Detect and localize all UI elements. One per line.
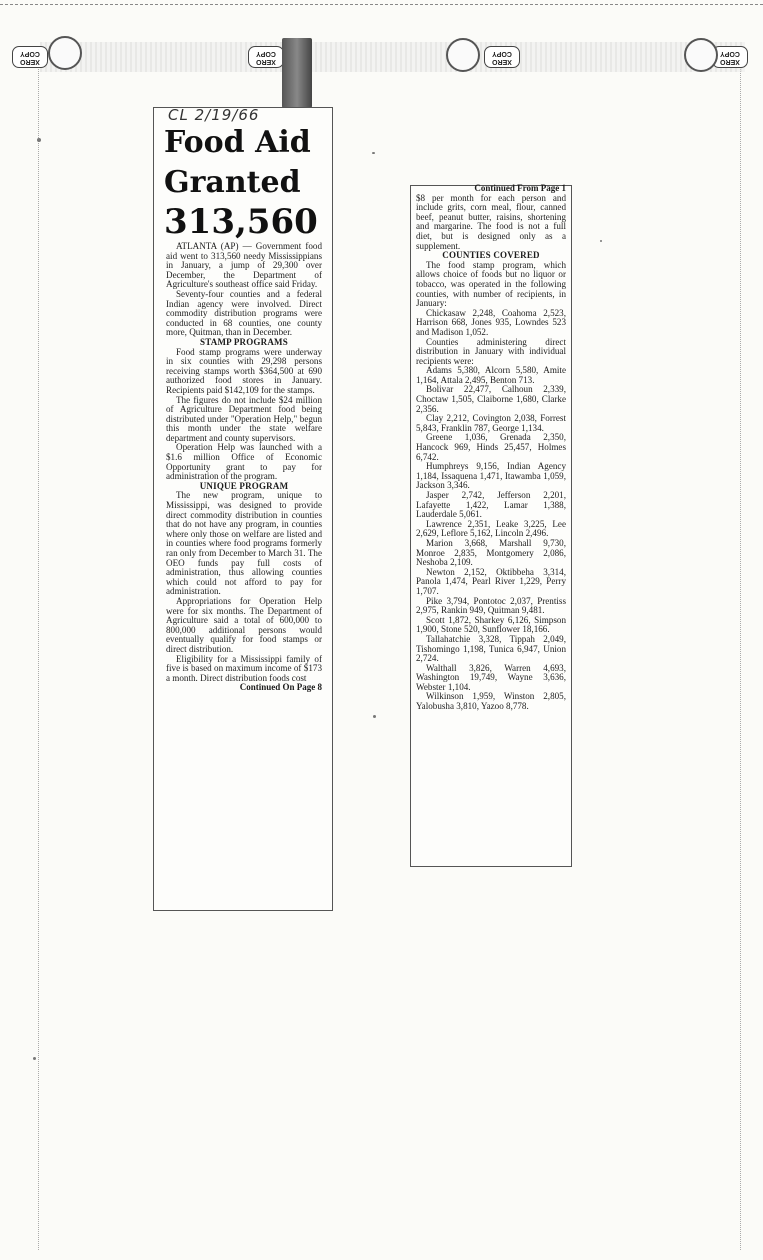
article-body-page-1: [166, 242, 322, 693]
stamp-text: XERO: [720, 58, 740, 65]
continued-on-label: Continued On Page 8: [239, 682, 322, 693]
paragraph: Clay 2,212, Covington 2,038, Forrest 5,843, Franklin 787, George 1,134.: [416, 413, 566, 433]
stamp-text: XERO: [492, 58, 512, 65]
xero-copy-stamp: [248, 46, 284, 68]
binder-ring: [684, 38, 718, 72]
paragraph: Eligibility for a Mississippi family of five is based on maximum income of $173 a month. Direct distribution foods cost: [166, 653, 322, 683]
paragraph: Bolivar 22,477, Calhoun 2,339, Choctaw 1,505, Claiborne 1,680, Clarke 2,356.: [416, 384, 566, 414]
paragraph: Marion 3,668, Marshall 9,730, Monroe 2,835, Montgomery 2,086, Neshoba 2,109.: [416, 537, 566, 568]
stamp-text: COPY: [720, 50, 740, 57]
paragraph: $8 per month for each person and include grits, corn meal, flour, canned beef, peanut butter, raisins, shortening and margarine. The food is not a full diet, but is designed only as a supplement.: [416, 192, 566, 251]
paragraph: Operation Help was launched with a $1.6 million Office of Economic Opportunity grant to pay for administration of the program.: [166, 442, 322, 482]
paragraph: Humphreys 9,156, Indian Agency 1,184, Issaquena 1,471, Itawamba 1,059, Jackson 3,346.: [416, 461, 566, 491]
paragraph: ATLANTA (AP) — Government food aid went to 313,560 needy Mississippians in January, a jump of 29,300 over December, the Department of Agriculture's southeast office said Friday.: [166, 241, 322, 290]
paper-clip: [282, 38, 312, 108]
paragraph: Tallahatchie 3,328, Tippah 2,049, Tishomingo 1,198, Tunica 6,947, Union 2,724.: [416, 633, 566, 664]
paragraph: Wilkinson 1,959, Winston 2,805, Yalobusha 3,810, Yazoo 8,778.: [416, 691, 566, 712]
stamp-text: XERO: [256, 58, 276, 65]
paragraph: Scott 1,872, Sharkey 6,126, Simpson 1,900, Stone 520, Sunflower 18,166.: [416, 614, 566, 635]
continued-from-label: Continued From Page 1: [474, 183, 566, 193]
stamp-text: XERO: [20, 58, 40, 65]
scan-speck: [373, 715, 376, 718]
binder-ring: [446, 38, 480, 72]
paragraph: Greene 1,036, Grenada 2,350, Hancock 969, Hinds 25,457, Holmes 6,742.: [416, 432, 566, 462]
paragraph: Pike 3,794, Pontotoc 2,037, Prentiss 2,975, Rankin 949, Quitman 9,481.: [416, 595, 566, 616]
subheading: STAMP PROGRAMS: [200, 336, 288, 347]
right-margin-line: [740, 60, 742, 1250]
paragraph: Chickasaw 2,248, Coahoma 2,523, Harrison 668, Jones 935, Lowndes 523 and Madison 1,052.: [416, 307, 566, 337]
xero-copy-stamp: [484, 46, 520, 68]
left-margin-line: [38, 60, 40, 1250]
headline-line-3: 313,560: [164, 202, 318, 242]
stamp-text: COPY: [256, 50, 276, 57]
paragraph: Newton 2,152, Oktibbeha 3,314, Panola 1,474, Pearl River 1,229, Perry 1,707.: [416, 566, 566, 596]
tape-strip: [40, 42, 745, 72]
headline-line-2: Granted: [164, 165, 301, 200]
paragraph: The new program, unique to Mississippi, was designed to provide direct commodity distribution in counties that do not have any program, in counties where only those on welfare are listed and in counties where food programs formerly ran only from December to March 31. The OEO funds pay full costs of administration, thus allowing counties which could not afford to pay for administration.: [166, 490, 322, 597]
paragraph: The food stamp program, which allows choice of foods but no liquor or tobacco, was operated in the following counties, with number of recipients, in January:: [416, 259, 566, 309]
stamp-text: COPY: [20, 50, 40, 57]
paragraph: Food stamp programs were underway in six counties with 29,298 persons receiving stamps worth $364,500 at 690 authorized food stores in January. Recipients paid $142,109 for the stamps.: [166, 346, 322, 395]
scan-speck: [37, 138, 41, 142]
paragraph: Adams 5,380, Alcorn 5,580, Amite 1,164, Attala 2,495, Benton 713.: [416, 365, 566, 385]
paragraph: Appropriations for Operation Help were for six months. The Department of Agriculture said a total of 600,000 to 800,000 additional persons would eventually qualify for food stamps or direct distribution.: [166, 595, 322, 654]
paragraph: The figures do not include $24 million of Agriculture Department food being distributed under "Operation Help," begun this month under the state welfare department and county supervisors.: [166, 394, 322, 443]
xero-copy-stamp: [12, 46, 48, 68]
scan-speck: [33, 1057, 36, 1060]
subheading: COUNTIES COVERED: [442, 250, 540, 261]
paragraph: Lawrence 2,351, Leake 3,225, Lee 2,629, Leflore 5,162, Lincoln 2,496.: [416, 518, 566, 539]
subheading: UNIQUE PROGRAM: [199, 480, 289, 491]
handwritten-date: CL 2/19/66: [168, 106, 260, 124]
headline-line-1: Food Aid: [164, 125, 311, 160]
page-top-edge: [0, 0, 763, 5]
binder-ring: [48, 36, 82, 70]
stamp-text: COPY: [492, 50, 512, 57]
paragraph: Counties administering direct distribution in January with individual recipients were:: [416, 336, 566, 366]
paragraph: Jasper 2,742, Jefferson 2,201, Lafayette 1,422, Lamar 1,388, Lauderdale 5,061.: [416, 490, 566, 520]
scan-speck: [372, 152, 375, 154]
scan-speck: [600, 240, 602, 242]
article-body-page-8: [416, 184, 566, 712]
paragraph: Walthall 3,826, Warren 4,693, Washington 19,749, Wayne 3,636, Webster 1,104.: [416, 662, 566, 692]
paragraph: Seventy-four counties and a federal Indian agency were involved. Direct commodity distribution programs were conducted in 68 counties, one county more, Quitman, than in December.: [166, 288, 322, 338]
